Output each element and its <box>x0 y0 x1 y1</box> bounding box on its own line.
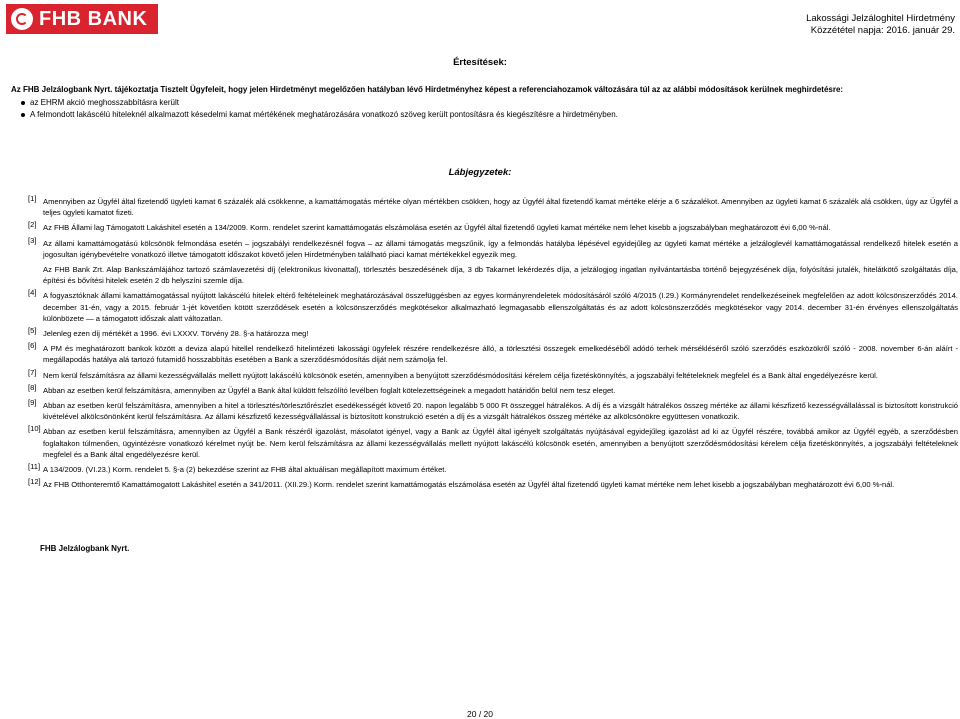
footnote-number: [9] <box>28 398 37 408</box>
footnote-text: Az állami kamattámogatású kölcsönök felmondása esetén – jogszabályi rendelkezésnél fogva – az állami támogatás megszűnik, így a felmondás hatályba lépésével egyidejűleg az ügyleti kamat mértéke a jelzáloglevél kamattámogatással rendelkező hitelek esetén a jogosultan igénybevételre vonatkozó illetve támogatott időszakot követő jelen Hirdetményben található piaci kamat mértékekkel egyezik meg. <box>43 238 958 259</box>
footnote <box>25 196 958 218</box>
fhb-logo-mark-icon <box>11 8 33 30</box>
footnote <box>25 328 958 339</box>
footnote-text: Jelenleg ezen díj mértékét a 1996. évi LXXXV. Törvény 28. §-a határozza meg! <box>43 329 309 339</box>
footnote <box>25 343 958 365</box>
footnote-number: [3] <box>28 235 37 245</box>
footnote-text: Az FHB Otthonteremtő Kamattámogatott Lakáshitel esetén a 341/2011. (XII.29.) Korm. rendelet szerint kamattámogatás elszámolása esetén az Ügyfél által fizetendő ügyleti kamat mértéke nem lehet kisebb a jogszabályban meghatározott évi 6,00 %-nál. <box>43 480 895 490</box>
footnote <box>25 479 958 490</box>
publication-date: Közzététel napja: 2016. január 29. <box>810 25 955 36</box>
footnote <box>25 464 958 475</box>
footnote-number: [2] <box>28 220 37 230</box>
footnote <box>25 400 958 422</box>
footnotes-heading: Lábjegyzetek: <box>448 167 512 178</box>
footnote-number: [1] <box>28 194 37 203</box>
footnote-number: [5] <box>28 326 37 336</box>
footnote-text: Amennyiben az Ügyfél által fizetendő ügyleti kamat 6 százalék alá csökkenne, a kamattámogatás mértéke olyan mértékben csökken, hogy az Ügyfél által fizetendő kamat mértéke elérje a 6 százalékot. Amennyiben az ügyleti kamat 6 százalék alá csökken, úgy az Ügyfél a teljes ügyleti kamatot fizeti. <box>43 197 958 218</box>
footnote-text: A PM és meghatározott bankok között a deviza alapú hitellel rendelkező hitelintézeti lakossági ügyfelek részére rendelkezésre álló, a törlesztési összegek emelkedéséből adódó terhek mérsékléséről szóló szerződés eszközökről szóló - 2008. november 6-án aláírt - megállapodás hatálya alá tartozó futamidő hosszabbítás esetében a Bank a szerződésmódosítás díját nem számolja fel. <box>43 344 958 365</box>
footnote-number: [10] <box>28 424 41 434</box>
document-title: Lakossági Jelzáloghitel Hirdetmény <box>806 13 955 24</box>
footnote-number: [7] <box>28 367 37 377</box>
footnote-number: [6] <box>28 341 37 351</box>
footnotes-list <box>25 196 958 494</box>
notices-intro: Az FHB Jelzálogbank Nyrt. tájékoztatja Tisztelt Ügyfeleit, hogy jelen Hirdetményt megelőzően hatályban lévő Hirdetményhez képest a referenciahozamok változására túl az az alábbi módosítások kerülnek meghirdetésre: <box>11 85 844 94</box>
document-header <box>806 13 955 37</box>
logo-text: FHB BANK <box>39 7 148 30</box>
footnote-text: Abban az esetben kerül felszámításra, amennyiben a hitel a törlesztés/törlesztőrészlet esedékességét követő 20. napon legalább 5 000 Ft összeggel hátralékos. A díj és a vizsgált hátralékos összeg mértéke az állami készfizető kezességvállalással is biztosított konstrukció kivételével alkölcsönönként kerül felszámításra. Az állami készfizető kezességvállalással is biztosított konstrukció esetén a díj és a vizsgált hátralékos összeg mértéke az alkölcsönökre együttesen vonatkozik. <box>43 401 958 422</box>
footnote-number: [11] <box>28 462 41 472</box>
footnote-text: A fogyasztóknak állami kamattámogatással nyújtott lakáscélú hitelek eltérő feltételeinek meghatározásával összefüggésben az egyes kormányrendeletek módosításáról szóló 4/2015 (I.29.) Kormányrendelet rendelkezéseinek megfelelően az adott kölcsönszerződés 2014. december 31-én, vagy a 2015. február 1-jét követően kötött szerződések esetén a kölcsönszerződés megkötésekor alkalmazható legmagasabb ellenszolgáltatás és az adott kölcsönszerződés megkötésekor vagy 2014. december 31-én érvényes ellenszolgáltatás különbözete — a támogatott időszak alatt változatlan. <box>43 291 958 323</box>
footnote-text: Az FHB Állami lag Támogatott Lakáshitel esetén a 134/2009. Korm. rendelet szerint kamattámogatás elszámolása esetén az Ügyfél által fizetendő ügyleti kamat mértéke nem lehet kisebb a jogszabályban meghatározott évi 6,00 %-nál. <box>43 223 831 233</box>
footnote-text: A 134/2009. (VI.23.) Korm. rendelet 5. §-a (2) bekezdése szerint az FHB által aktuálisan megállapított maximum értéket. <box>43 465 447 475</box>
signature: FHB Jelzálogbank Nyrt. <box>40 544 130 553</box>
footnote-text: Abban az esetben kerül felszámításra, amennyiben az Ügyfél a Bank részéről igazolást, másolatot igényel, vagy a Bank az Ügyfél által igényelt szolgáltatás nyújtásával egyidejűleg igazolást ad ki az Ügyfél részére, továbbá amikor az Ügyfél egyéb, a szerződésben foglaltakon túlmenően, ügyintézésre vonatkozó kérelmet nyújt be. Nem kerül felszámításra az állami kezességvállalás mellett nyújtott lakáscélú kölcsönök esetén, amennyiben a benyújtott szerződésmódosítási kérelem célja fizetéskönnyítés, a jogszabályi feltételeknek megfelel és a Bank által engedélyezésre kerül. <box>43 427 958 459</box>
footnote <box>25 382 958 396</box>
notice-item: A felmondott lakáscélú hiteleknél alkalmazott késedelmi kamat mértékének meghatározására vonatkozó szöveg került pontosításra és kiegészítésre a hirdetményben. <box>30 110 618 119</box>
footnote <box>25 222 958 233</box>
page-number: 20 / 20 <box>467 709 493 719</box>
footnote <box>25 426 958 460</box>
notice-item: az EHRM akció meghosszabbításra került <box>30 97 618 109</box>
notices-list <box>30 97 618 121</box>
footnote-text: Abban az esetben kerül felszámításra, amennyiben az Ügyfél a Bank által küldött felszólító levélben foglalt kötelezettségeinek a megadott határidőn belül nem tesz eleget. <box>43 385 616 395</box>
footnote <box>25 290 958 324</box>
footnote-text: Az FHB Bank Zrt. Alap Bankszámlájához tartozó számlavezetési díj (elektronikus kivonattal), törlesztés beszedésének díja, 3 db Takarnet lekérdezés díja, a jelzálogjog ingatlan nyilvántartásba történő bejegyzésének díja, folyósítási jutalék, hitelátkötő szolgáltatás díja, építési és bővítési hitelek esetén 2 db helyszíni szemle díja. <box>43 265 958 286</box>
footnote-number: [8] <box>28 382 37 392</box>
fhb-bank-logo <box>6 4 158 34</box>
notices-heading: Értesítések: <box>453 57 507 68</box>
footnote-number: [12] <box>28 477 41 487</box>
footnote <box>25 235 958 287</box>
footnote-text: Nem kerül felszámításra az állami kezességvállalás mellett nyújtott lakáscélú kölcsönök esetén, amennyiben a benyújtott szerződésmódosítási kérelem célja fizetéskönnyítés, a jogszabályi feltételeknek megfelel és a Bank által engedélyezésre kerül. <box>43 370 878 380</box>
footnote-number: [4] <box>28 288 37 298</box>
footnote <box>25 367 958 381</box>
